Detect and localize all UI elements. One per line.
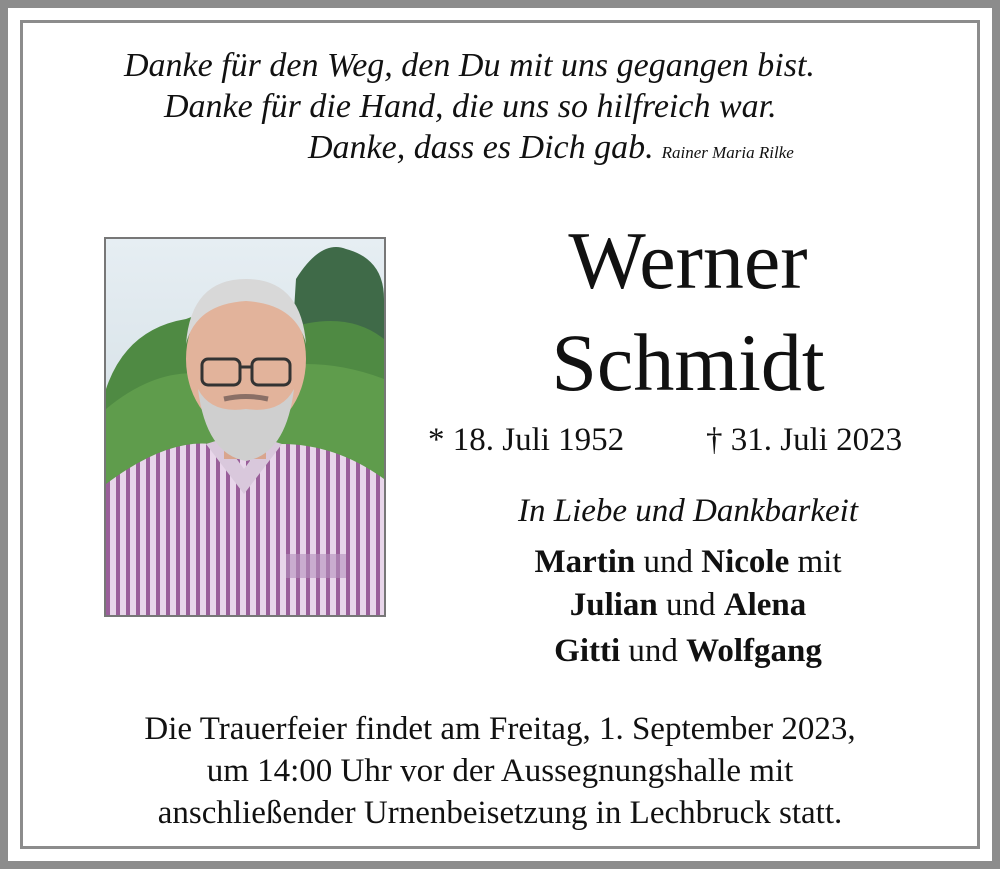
portrait-illustration xyxy=(106,239,384,615)
obituary-card xyxy=(8,8,992,861)
mourner-name: Julian xyxy=(569,587,658,623)
mourner-name: Gitti xyxy=(554,633,621,669)
mourner-name: Wolfgang xyxy=(686,633,822,669)
mourner-join: und xyxy=(635,544,702,580)
mourners-intro: In Liebe und Dankbarkeit xyxy=(517,493,858,529)
first-name: Werner xyxy=(568,215,808,306)
ceremony-notice xyxy=(8,708,992,834)
poem-line-1: Danke für den Weg, den Du mit uns gegangen bist. xyxy=(124,47,815,84)
mourner-suffix: mit xyxy=(789,544,842,580)
mourner-join: und xyxy=(657,587,724,623)
ceremony-line-3: anschließender Urnenbeisetzung in Lechbruck statt. xyxy=(157,795,843,831)
mourner-name: Alena xyxy=(723,587,807,623)
last-name: Schmidt xyxy=(551,317,825,408)
ceremony-line-1: Die Trauerfeier findet am Freitag, 1. September 2023, xyxy=(144,711,856,747)
mourners-line-1 xyxy=(408,544,968,581)
poem-line-3-container xyxy=(308,127,794,173)
mourners-line-3 xyxy=(408,633,968,670)
mourner-name: Nicole xyxy=(701,544,790,580)
mourners-line-2 xyxy=(408,587,968,624)
death-date: † 31. Juli 2023 xyxy=(706,422,903,458)
ceremony-line-2: um 14:00 Uhr vor der Aussegnungshalle mit xyxy=(206,753,794,789)
poem-author: Rainer Maria Rilke xyxy=(661,143,794,162)
poem-line-2: Danke für die Hand, die uns so hilfreich war. xyxy=(164,88,777,125)
birth-date: * 18. Juli 1952 xyxy=(428,422,625,458)
portrait-photo xyxy=(104,237,386,617)
mourner-join: und xyxy=(620,633,687,669)
poem-line-3: Danke, dass es Dich gab. xyxy=(308,129,654,166)
mourner-name: Martin xyxy=(534,544,636,580)
